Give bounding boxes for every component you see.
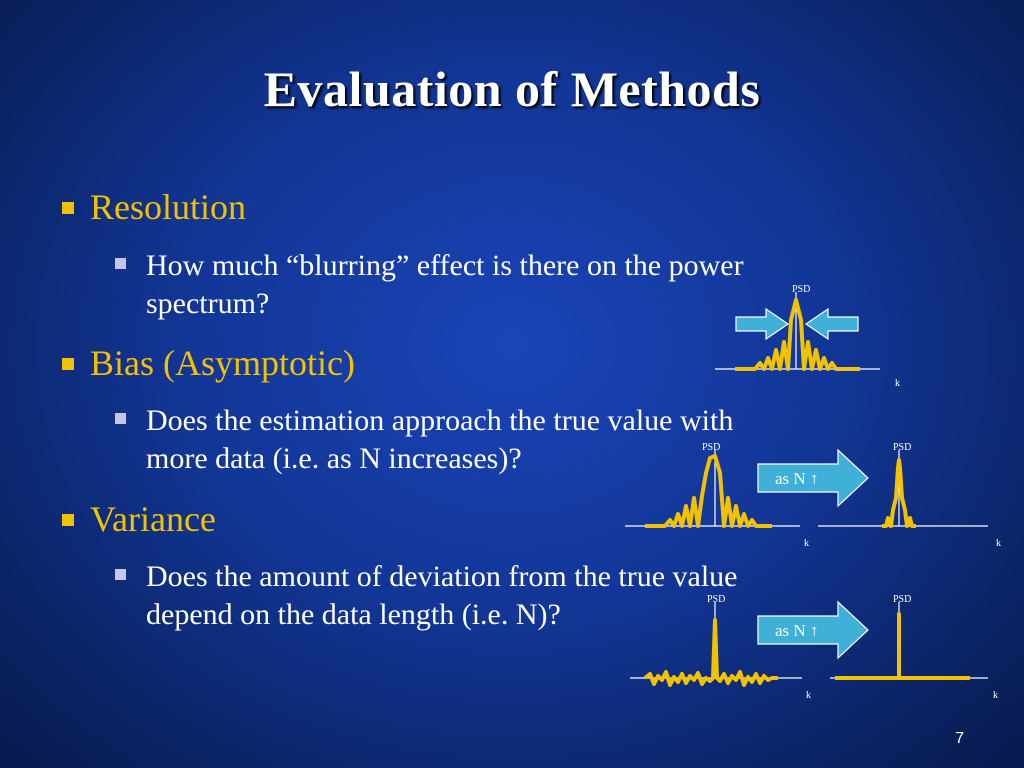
bullet-square-icon: [62, 514, 74, 526]
sub-bullet-bias-line2: more data (i.e. as N increases)?: [146, 442, 522, 475]
k-axis-label: k: [996, 538, 1001, 549]
sub-bullet-square-icon: [115, 258, 126, 269]
psd-axis-label: PSD: [893, 442, 912, 453]
sub-bullet-variance-line2: depend on the data length (i.e. N)?: [146, 598, 561, 631]
psd-axis-label: PSD: [707, 594, 726, 605]
bullet-bias-label: Bias (Asymptotic): [90, 343, 355, 383]
k-axis-label: k: [993, 690, 998, 701]
psd-axis-label: PSD: [893, 594, 912, 605]
variance-psd-figure: [620, 590, 1020, 705]
sub-bullet-variance-line1: Does the amount of deviation from the true value: [146, 560, 738, 593]
as-n-increases-label: as N ↑: [775, 469, 819, 488]
sub-bullet-resolution-line2: spectrum?: [146, 287, 270, 320]
k-axis-label: k: [804, 538, 809, 549]
sub-bullet-bias-line1: Does the estimation approach the true value with: [146, 404, 734, 437]
wide-sinc-curve: [645, 456, 772, 526]
sub-bullet-resolution: [115, 247, 744, 323]
bullet-bias: [62, 342, 355, 384]
bullet-square-icon: [62, 202, 74, 214]
slide-title: Evaluation of Methods: [263, 61, 761, 117]
bias-psd-figure: [620, 438, 1020, 553]
sub-bullet-square-icon: [115, 569, 126, 580]
bullet-variance-label: Variance: [90, 499, 216, 539]
arrow-right-icon: [736, 309, 788, 339]
arrow-left-icon: [806, 309, 858, 339]
resolution-psd-figure: [700, 280, 910, 390]
bullet-resolution: [62, 186, 246, 228]
k-axis-label: k: [806, 690, 811, 701]
sinc-curve: [735, 300, 860, 369]
as-n-increases-label: as N ↑: [775, 621, 819, 640]
bullet-variance: [62, 498, 216, 540]
sub-bullet-resolution-line1: How much “blurring” effect is there on the power: [146, 249, 744, 282]
page-number: 7: [955, 730, 964, 747]
bullet-resolution-label: Resolution: [90, 187, 247, 227]
sub-bullet-square-icon: [115, 413, 126, 424]
psd-axis-label: PSD: [792, 284, 811, 295]
k-axis-label: k: [895, 378, 900, 389]
bullet-square-icon: [62, 358, 74, 370]
psd-axis-label: PSD: [702, 442, 721, 453]
